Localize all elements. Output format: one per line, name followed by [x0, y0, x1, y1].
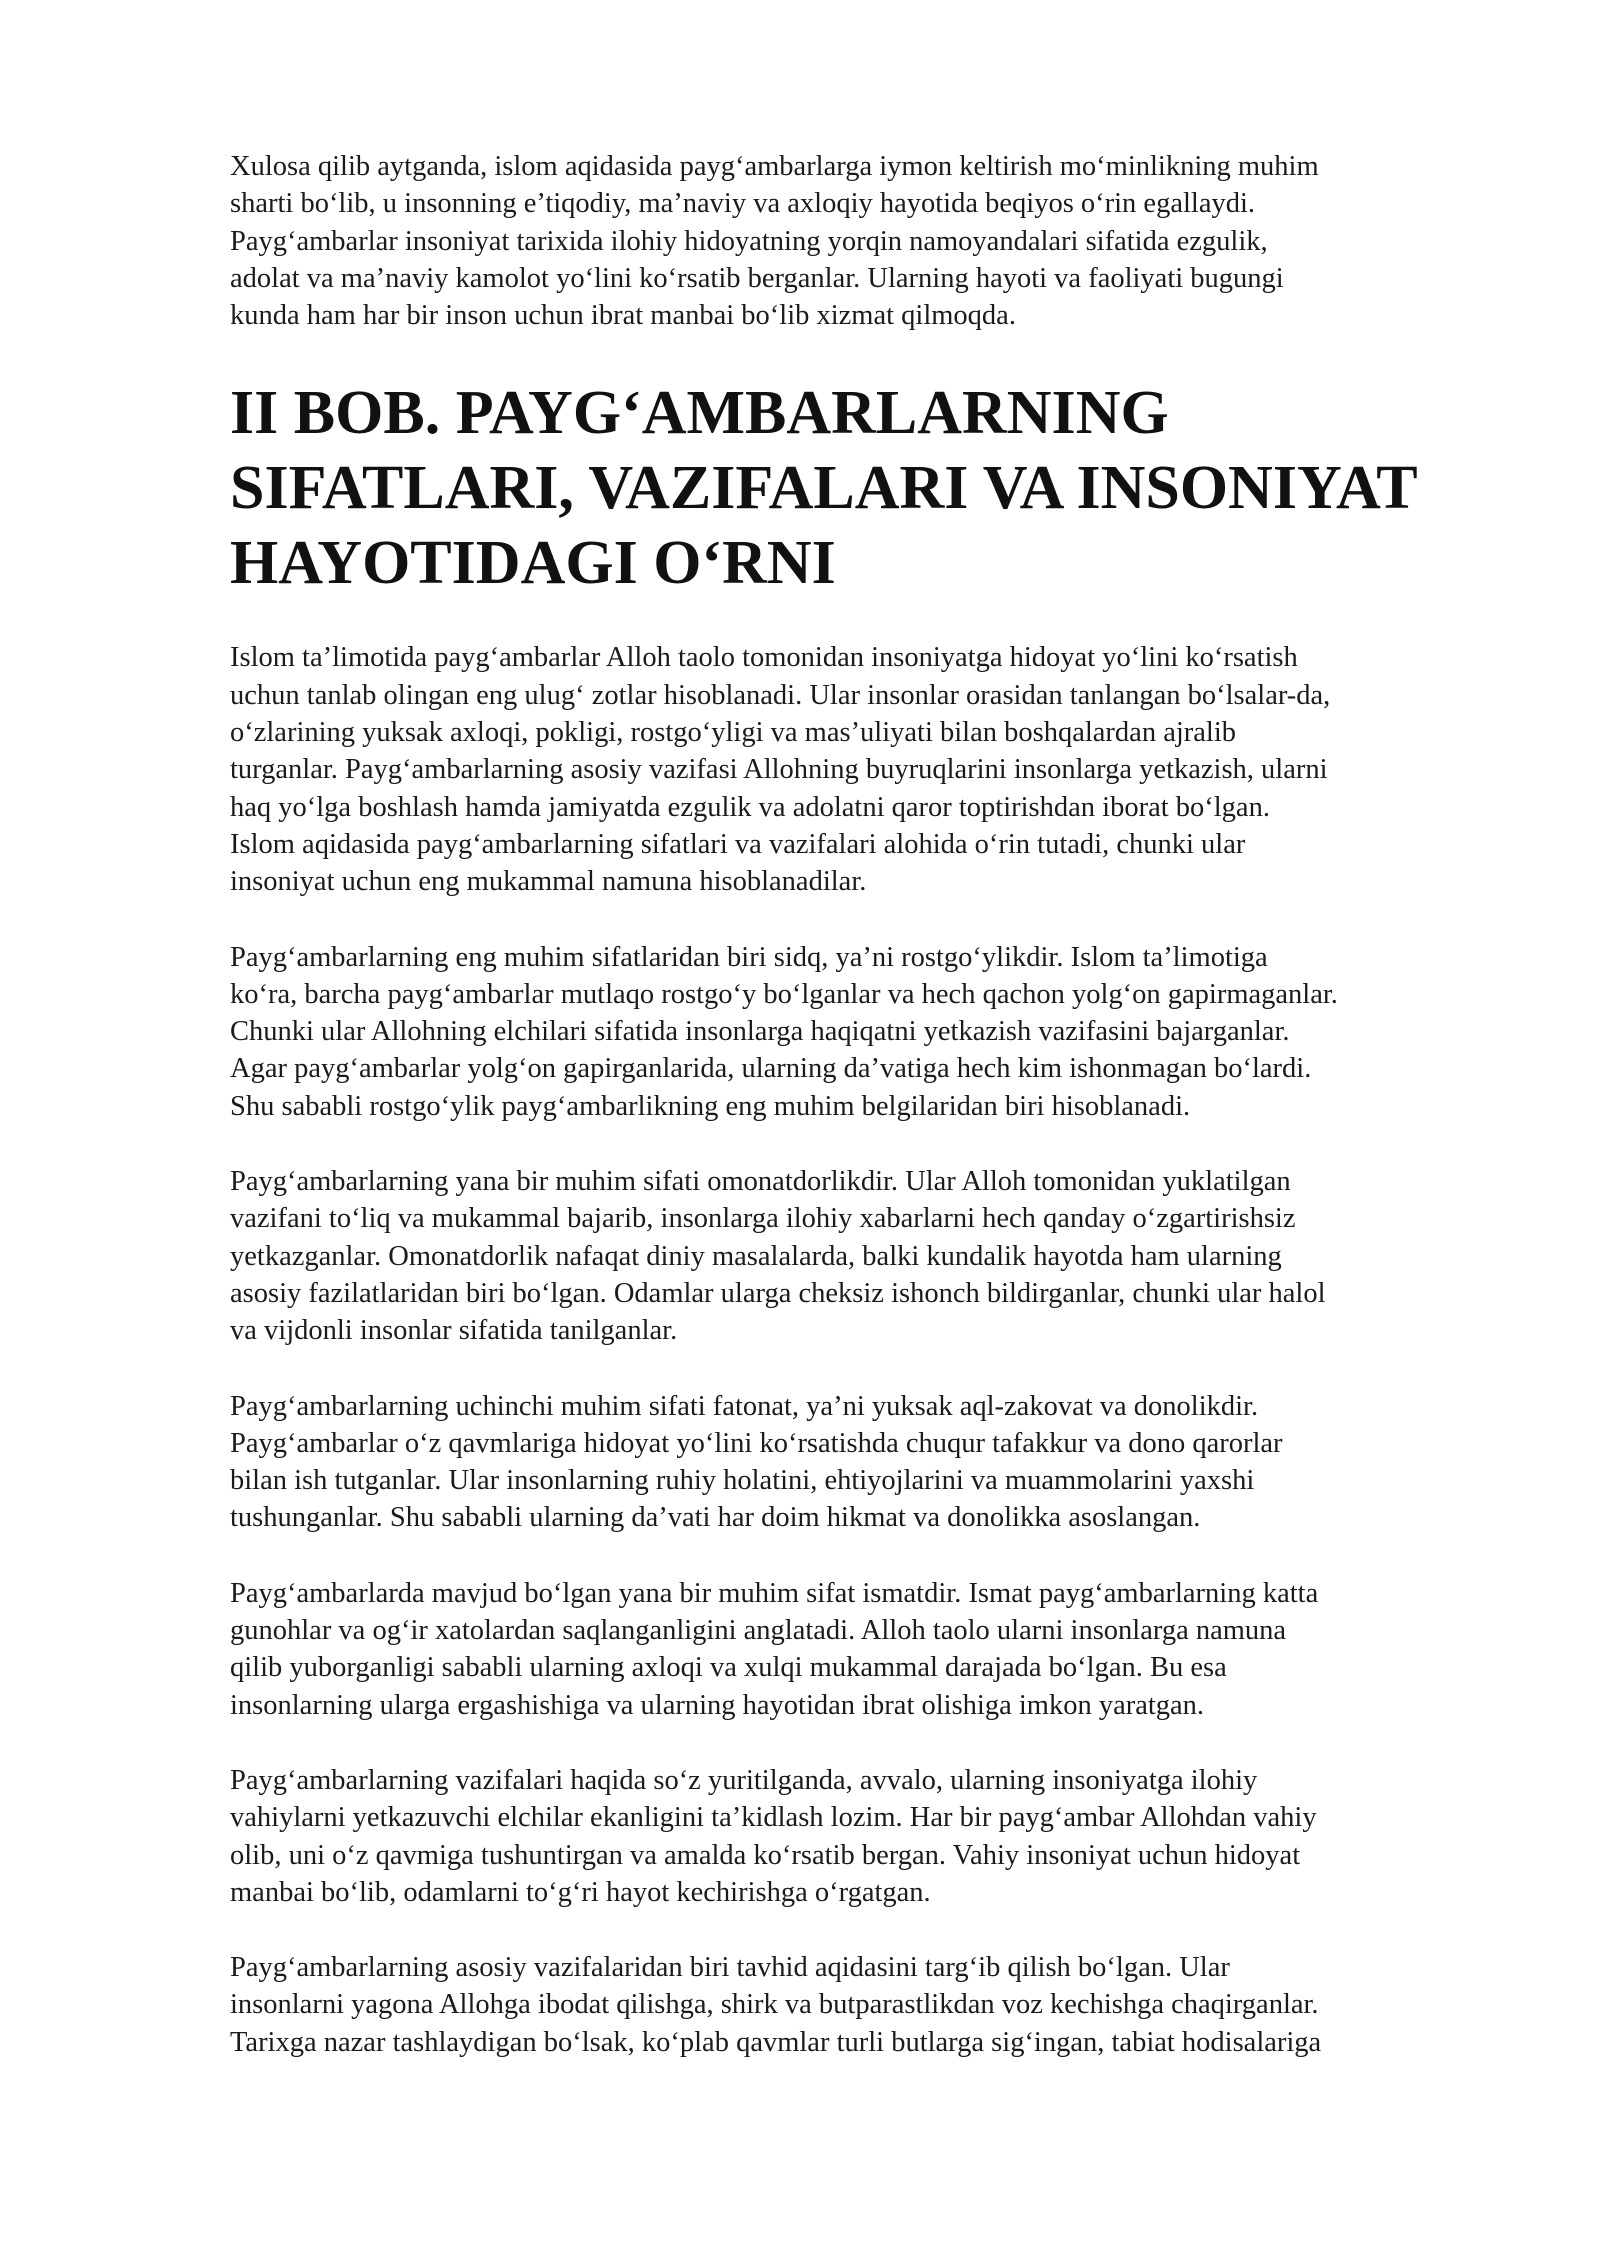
text-line: manbai bo‘lib, odamlarni to‘g‘ri hayot kechirishga o‘rgatgan. [230, 1876, 931, 1908]
text-line: haq yo‘lga boshlash hamda jamiyatda ezgulik va adolatni qaror toptirishdan iborat bo‘lgan. [230, 791, 1270, 823]
text-line: Tarixga nazar tashlaydigan bo‘lsak, ko‘plab qavmlar turli butlarga sig‘ingan, tabiat hodisalariga [230, 2026, 1322, 2058]
text-line: insoniyat uchun eng mukammal namuna hisoblanadilar. [230, 866, 867, 898]
text-line: gunohlar va og‘ir xatolardan saqlanganligini anglatadi. Alloh taolo ularni insonlarga namuna [230, 1615, 1287, 1647]
body-paragraph [230, 1762, 1500, 1911]
document-page [230, 148, 1500, 2099]
text-line: vazifani to‘liq va mukammal bajarib, insonlarga ilohiy xabarlarni hech qanday o‘zgartirishsiz [230, 1203, 1296, 1235]
text-line: insonlarni yagona Allohga ibodat qilishga, shirk va butparastlikdan voz kechishga chaqirganlar. [230, 1989, 1319, 2021]
body-paragraph [230, 1949, 1500, 2061]
text-line: va vijdonli insonlar sifatida tanilganlar. [230, 1315, 678, 1347]
text-line: ko‘ra, barcha payg‘ambarlar mutlaqo rostgo‘y bo‘lganlar va hech qachon yolg‘on gapirmaganlar. [230, 978, 1338, 1010]
body-paragraph [230, 1388, 1500, 1537]
text-line: kunda ham har bir inson uchun ibrat manbai bo‘lib xizmat qilmoqda. [230, 300, 1016, 332]
text-line: bilan ish tutganlar. Ular insonlarning ruhiy holatini, ehtiyojlarini va muammolarini yaxshi [230, 1465, 1255, 1497]
text-line: yetkazganlar. Omonatdorlik nafaqat diniy masalalarda, balki kundalik hayotda ham ularning [230, 1240, 1282, 1272]
text-line: Payg‘ambarlarning eng muhim sifatlaridan biri sidq, ya’ni rostgo‘ylikdir. Islom ta’limotiga [230, 941, 1268, 973]
text-line: Payg‘ambarlarning uchinchi muhim sifati fatonat, ya’ni yuksak aql-zakovat va donolikdir. [230, 1390, 1259, 1422]
text-line: Agar payg‘ambarlar yolg‘on gapirganlarida, ularning da’vatiga hech kim ishonmagan bo‘lardi. [230, 1053, 1312, 1085]
text-line: Chunki ular Allohning elchilari sifatida insonlarga haqiqatni yetkazish vazifasini bajarganlar. [230, 1016, 1290, 1048]
text-line: o‘zlarining yuksak axloqi, pokligi, rostgo‘yligi va mas’uliyati bilan boshqalardan ajralib [230, 717, 1236, 749]
text-line: uchun tanlab olingan eng ulug‘ zotlar hisoblanadi. Ular insonlar orasidan tanlangan bo‘lsalar-da, [230, 679, 1331, 711]
heading-line: II BOB. PAYG‘AMBARLARNING [230, 379, 1169, 448]
text-line: tushunganlar. Shu sababli ularning da’vati har doim hikmat va donolikka asoslangan. [230, 1502, 1201, 1534]
text-line: insonlarning ularga ergashishiga va ularning hayotidan ibrat olishiga imkon yaratgan. [230, 1689, 1205, 1721]
text-line: Payg‘ambarlar insoniyat tarixida ilohiy hidoyatning yorqin namoyandalari sifatida ezgulik, [230, 225, 1268, 257]
text-line: Islom ta’limotida payg‘ambarlar Alloh taolo tomonidan insoniyatga hidoyat yo‘lini ko‘rsatish [230, 642, 1298, 674]
text-line: Payg‘ambarlarning vazifalari haqida so‘z yuritilganda, avvalo, ularning insoniyatga ilohiy [230, 1764, 1258, 1796]
text-line: adolat va ma’naviy kamolot yo‘lini ko‘rsatib berganlar. Ularning hayoti va faoliyati bugungi [230, 262, 1284, 294]
text-line: Shu sababli rostgo‘ylik payg‘ambarlikning eng muhim belgilaridan biri hisoblanadi. [230, 1090, 1191, 1122]
text-line: olib, uni o‘z qavmiga tushuntirgan va amalda ko‘rsatib bergan. Vahiy insoniyat uchun hidoyat [230, 1839, 1301, 1871]
body-paragraph [230, 1575, 1500, 1724]
heading-line: SIFATLARI, VAZIFALARI VA INSONIYAT [230, 454, 1418, 523]
text-line: Islom aqidasida payg‘ambarlarning sifatlari va vazifalari alohida o‘rin tutadi, chunki ular [230, 828, 1246, 860]
chapter-heading [230, 376, 1500, 601]
intro-paragraph [230, 148, 1500, 334]
text-line: qilib yuborganligi sababli ularning axloqi va xulqi mukammal darajada bo‘lgan. Bu esa [230, 1652, 1227, 1684]
text-line: vahiylarni yetkazuvchi elchilar ekanligini ta’kidlash lozim. Har bir payg‘ambar Allohdan vahiy [230, 1802, 1317, 1834]
body-paragraph [230, 1163, 1500, 1349]
text-line: turganlar. Payg‘ambarlarning asosiy vazifasi Allohning buyruqlarini insonlarga yetkazish, ularni [230, 754, 1328, 786]
text-line: asosiy fazilatlaridan biri bo‘lgan. Odamlar ularga cheksiz ishonch bildirganlar, chunki ular halol [230, 1277, 1326, 1309]
text-line: sharti bo‘lib, u insonning e’tiqodiy, ma’naviy va axloqiy hayotida beqiyos o‘rin egallaydi. [230, 188, 1256, 220]
body-paragraph [230, 639, 1500, 900]
text-line: Payg‘ambarlarda mavjud bo‘lgan yana bir muhim sifat ismatdir. Ismat payg‘ambarlarning katta [230, 1577, 1319, 1609]
text-line: Payg‘ambarlar o‘z qavmlariga hidoyat yo‘lini ko‘rsatishda chuqur tafakkur va dono qarorlar [230, 1427, 1283, 1459]
heading-line: HAYOTIDAGI O‘RNI [230, 529, 836, 598]
text-line: Xulosa qilib aytganda, islom aqidasida payg‘ambarlarga iymon keltirish mo‘minlikning muhim [230, 151, 1319, 182]
text-line: Payg‘ambarlarning asosiy vazifalaridan biri tavhid aqidasini targ‘ib qilish bo‘lgan. Ular [230, 1952, 1230, 1984]
body-paragraph [230, 939, 1500, 1125]
text-line: Payg‘ambarlarning yana bir muhim sifati omonatdorlikdir. Ular Alloh tomonidan yuklatilgan [230, 1166, 1291, 1198]
